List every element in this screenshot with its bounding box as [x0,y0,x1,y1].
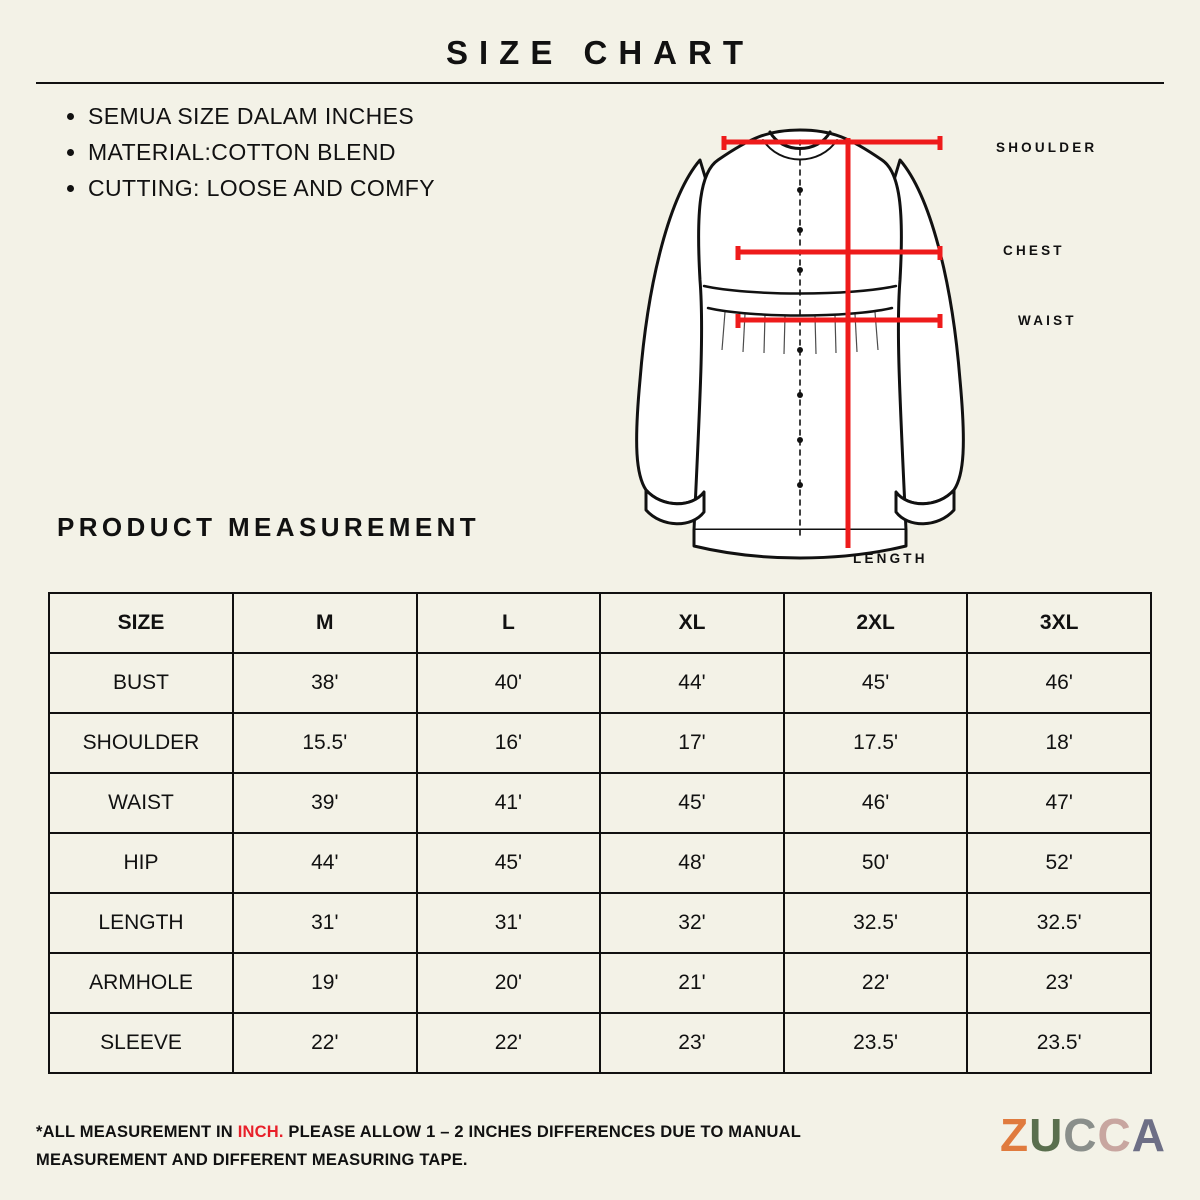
column-header-m: M [233,593,417,653]
logo-letter-a: A [1131,1109,1166,1161]
cell-value: 40' [417,653,601,713]
column-header-l: L [417,593,601,653]
logo-letter-c2: C [1097,1109,1132,1161]
footnote-part-1: *ALL MEASUREMENT IN [36,1123,238,1141]
table-row [49,713,1151,773]
column-header-xl: XL [600,593,784,653]
cell-value: 44' [600,653,784,713]
cell-value: 17' [600,713,784,773]
page-title: SIZE CHART [446,34,754,71]
row-label: SHOULDER [49,713,233,773]
illustration-label-chest: CHEST [1003,243,1065,258]
row-label: ARMHOLE [49,953,233,1013]
illustration-label-shoulder: SHOULDER [996,140,1098,155]
cell-value: 47' [967,773,1151,833]
illustration-label-length: LENGTH [853,551,928,566]
blouse-technical-drawing [600,100,1200,580]
row-label: WAIST [49,773,233,833]
footnote [36,1118,896,1174]
table-row [49,953,1151,1013]
list-item: • MATERIAL:COTTON BLEND [88,136,622,169]
info-bullet-list [62,100,622,208]
cell-value: 32.5' [967,893,1151,953]
footnote-part-2: PLEASE ALLOW 1 – 2 INCHES DIFFERENCES DUE TO MANUAL MEASUREMENT AND DIFFERENT MEASURING TAPE. [36,1123,801,1169]
cell-value: 16' [417,713,601,773]
logo-letter-u: U [1029,1109,1064,1161]
cell-value: 31' [417,893,601,953]
table-row [49,1013,1151,1073]
cell-value: 19' [233,953,417,1013]
cell-value: 23.5' [967,1013,1151,1073]
cell-value: 39' [233,773,417,833]
cell-value: 45' [600,773,784,833]
cell-value: 38' [233,653,417,713]
cell-value: 22' [784,953,968,1013]
measurement-table-wrapper [48,592,1152,1074]
list-item: • SEMUA SIZE DALAM INCHES [88,100,622,133]
table-header-row [49,593,1151,653]
illustration-label-waist: WAIST [1018,313,1077,328]
cell-value: 32.5' [784,893,968,953]
cell-value: 31' [233,893,417,953]
cell-value: 21' [600,953,784,1013]
row-label: SLEEVE [49,1013,233,1073]
cell-value: 22' [417,1013,601,1073]
table-row [49,653,1151,713]
footnote-highlight: INCH. [237,1123,284,1141]
cell-value: 46' [967,653,1151,713]
cell-value: 45' [417,833,601,893]
cell-value: 23' [967,953,1151,1013]
cell-value: 17.5' [784,713,968,773]
cell-value: 32' [600,893,784,953]
row-label: BUST [49,653,233,713]
cell-value: 41' [417,773,601,833]
row-label: LENGTH [49,893,233,953]
cell-value: 45' [784,653,968,713]
cell-value: 46' [784,773,968,833]
cell-value: 15.5' [233,713,417,773]
cell-value: 20' [417,953,601,1013]
product-measurement-heading: PRODUCT MEASUREMENT [57,512,481,542]
cell-value: 50' [784,833,968,893]
column-header-size: SIZE [49,593,233,653]
table-row [49,773,1151,833]
garment-illustration [600,100,1200,580]
logo-letter-c1: C [1063,1109,1098,1161]
logo-letter-z: Z [999,1109,1030,1161]
cell-value: 23.5' [784,1013,968,1073]
cell-value: 23' [600,1013,784,1073]
cell-value: 22' [233,1013,417,1073]
title-divider [36,82,1164,84]
cell-value: 52' [967,833,1151,893]
table-row [49,833,1151,893]
list-item: • CUTTING: LOOSE AND COMFY [88,172,622,205]
cell-value: 44' [233,833,417,893]
cell-value: 48' [600,833,784,893]
measurement-table [48,592,1152,1074]
cell-value: 18' [967,713,1151,773]
brand-logo [999,1109,1166,1161]
table-row [49,893,1151,953]
column-header-3xl: 3XL [967,593,1151,653]
column-header-2xl: 2XL [784,593,968,653]
row-label: HIP [49,833,233,893]
